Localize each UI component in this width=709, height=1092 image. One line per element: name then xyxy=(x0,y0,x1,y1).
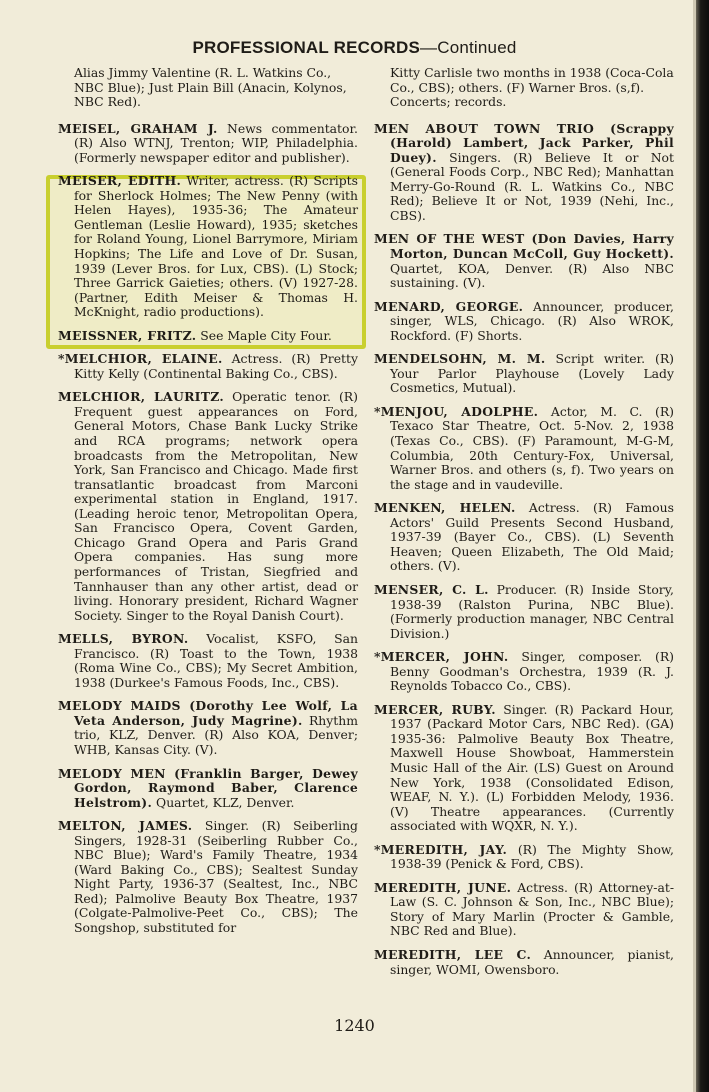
entry-name: MEISEL, GRAHAM J. xyxy=(58,120,218,136)
entry-description: Announcer, pianist, singer, WOMI, Owensboro. xyxy=(390,946,674,977)
entry-description: Writer, actress. (R) Scripts for Sherlock Holmes; The New Penny (with Helen Hayes), 1935-36; The Amateur Gentleman (Leslie Howard), 1935; sketches for Roland Young, Lionel Barrymore, Miriam Hopkins; The Life and Love of Dr. Susan, 1939 (Lever Bros. for Lux, CBS). (L) Stock; Three Garrick Gaieties; others. (V) 1927-28. (Partner, Edith Meiser & Thomas H. McKnight, radio productions). xyxy=(74,173,358,320)
directory-entry xyxy=(58,699,358,757)
directory-entry xyxy=(374,583,674,641)
entry-name: MERCER, RUBY. xyxy=(374,701,496,717)
entry-description: Singer. (R) Seiberling Singers, 1928-31 (Seiberling Rubber Co., NBC Blue); Ward's Family Theatre, 1934 (Ward Baking Co., CBS); Sealtest Sunday Night Party, 1936-37 (Sealtest, Inc., NBC Red); Palmolive Beauty Box Theatre, 1937 (Colgate-Palmolive-Peet Co., CBS); The Songshop, substituted for xyxy=(74,818,358,935)
directory-entry xyxy=(374,948,674,977)
entry-name: MELCHIOR, LAURITZ. xyxy=(58,389,225,405)
directory-entry xyxy=(374,352,674,396)
directory-entry xyxy=(58,352,358,381)
header-title: PROFESSIONAL RECORDS xyxy=(192,38,421,57)
entry-description: Singer, composer. (R) Benny Goodman's Orchestra, 1939 (R. J. Reynolds Tobacco Co., CBS). xyxy=(390,649,674,694)
left-column xyxy=(58,66,358,945)
entry-name: MELLS, BYRON. xyxy=(58,631,189,647)
entry-name: MENSER, C. L. xyxy=(374,581,489,597)
page-header xyxy=(0,38,709,58)
entry-name: MELODY MEN (Franklin Barger, Dewey Gordon, Raymond Baber, Clarence Helstrom). xyxy=(58,765,358,810)
entry-name: MENARD, GEORGE. xyxy=(374,298,524,314)
entry-name: MEREDITH, LEE C. xyxy=(374,946,532,962)
entry-description: Operatic tenor. (R) Frequent guest appearances on Ford, General Motors, Chase Bank Lucky Strike and RCA programs; network opera broadcasts from the Metropolitan, New York, San Francisco and Chicago. Made first transatlantic broadcast from Marconi experimental station in England, 1917. (Leading heroic tenor, Metropolitan Opera, San Francisco Opera, Covent Garden, Chicago Grand Opera and Paris Grand Opera companies. Has sung more performances of Tristan, Siegfried and Tannhauser than any other artist, dead or living. Honorary president, Richard Wagner Society. Singer to the Royal Danish Court). xyxy=(74,389,358,623)
entry-name: *MEREDITH, JAY. xyxy=(374,841,508,857)
directory-entry xyxy=(374,881,674,939)
directory-entry xyxy=(374,703,674,834)
entry-description: Actor, M. C. (R) Texaco Star Theatre, Oct. 5-Nov. 2, 1938 (Texas Co., CBS). (F) Paramount, M-G-M, Columbia, 20th Century-Fox, Universal, Warner Bros. and others (s, f). Two years on the stage and in vaudeville. xyxy=(390,403,674,492)
entry-name: *MERCER, JOHN. xyxy=(374,649,509,665)
entry-description: Rhythm trio, KLZ, Denver. (R) Also KOA, Denver; WHB, Kansas City. (V). xyxy=(74,712,358,757)
entry-name: MENKEN, HELEN. xyxy=(374,500,516,516)
directory-entry xyxy=(374,501,674,574)
directory-entry xyxy=(374,232,674,290)
directory-entry xyxy=(58,174,358,319)
entry-description: Actress. (R) Pretty Kitty Kelly (Continental Baking Co., CBS). xyxy=(74,351,358,381)
entry-name: MELODY MAIDS (Dorothy Lee Wolf, La Veta Anderson, Judy Magrine). xyxy=(58,698,358,728)
continued-entry-text: Kitty Carlisle two months in 1938 (Coca-Cola Co., CBS); others. (F) Warner Bros. (s,f). Concerts; records. xyxy=(390,65,674,110)
entry-description: Producer. (R) Inside Story, 1938-39 (Ralston Purina, NBC Blue). (Formerly production manager, NBC Central Division.) xyxy=(390,581,674,641)
directory-entry xyxy=(374,650,674,694)
directory-entry xyxy=(58,819,358,935)
directory-entry xyxy=(58,390,358,623)
entry-description: Singers. (R) Believe It or Not (General Foods Corp., NBC Red); Manhattan Merry-Go-Round (R. L. Watkins Co., NBC Red); Believe It or Not, 1939 (Nehi, Inc., CBS). xyxy=(390,149,674,223)
entry-name: MELTON, JAMES. xyxy=(58,818,193,834)
directory-entry xyxy=(58,632,358,690)
header-continued: —Continued xyxy=(420,38,517,57)
directory-entry xyxy=(58,122,358,166)
entry-description: Script writer. (R) Your Parlor Playhouse (Lovely Lady Cosmetics, Mutual). xyxy=(390,351,675,396)
directory-entry xyxy=(374,843,674,872)
entry-description: Announcer, producer, singer, WLS, Chicago. (R) Also WROK, Rockford. (F) Shorts. xyxy=(390,298,674,343)
continued-entry-text: Alias Jimmy Valentine (R. L. Watkins Co., NBC Blue); Just Plain Bill (Anacin, Kolynos, NBC Red). xyxy=(74,65,347,110)
right-entry-list xyxy=(374,122,674,977)
entry-name: MEISER, EDITH. xyxy=(58,173,182,189)
entry-name: MEN ABOUT TOWN TRIO (Scrappy (Harold) Lambert, Jack Parker, Phil Duey). xyxy=(374,120,674,165)
entry-name: MEREDITH, JUNE. xyxy=(374,879,512,895)
entry-description: Actress. (R) Famous Actors' Guild Presents Second Husband, 1937-39 (Bayer Co., CBS). (L) Seventh Heaven; Queen Elizabeth, The Old Maid; others. (V). xyxy=(390,500,674,574)
entry-description: Quartet, KLZ, Denver. xyxy=(156,794,295,810)
entry-name: MEN OF THE WEST (Don Davies, Harry Morton, Duncan McColl, Guy Hockett). xyxy=(374,231,674,262)
directory-entry xyxy=(374,405,674,492)
entry-description: Quartet, KOA, Denver. (R) Also NBC sustaining. (V). xyxy=(390,260,674,291)
entry-name: MEISSNER, FRITZ. xyxy=(58,327,197,343)
entry-description: See Maple City Four. xyxy=(200,327,332,343)
left-entry-list xyxy=(58,122,358,936)
entry-name: MENDELSOHN, M. M. xyxy=(374,351,546,367)
page-number: 1240 xyxy=(334,1016,375,1035)
directory-entry xyxy=(374,300,674,344)
right-column xyxy=(374,66,674,986)
entry-description: (R) The Mighty Show, 1938-39 (Penick & Ford, CBS). xyxy=(390,841,674,872)
directory-entry xyxy=(374,122,674,224)
entry-description: Vocalist, KSFO, San Francisco. (R) Toast to the Town, 1938 (Roma Wine Co., CBS); My Secret Ambition, 1938 (Durkee's Famous Foods, Inc., CBS). xyxy=(74,631,359,690)
entry-name: *MELCHIOR, ELAINE. xyxy=(58,351,223,367)
entry-description: Singer. (R) Packard Hour, 1937 (Packard Motor Cars, NBC Red). (GA) 1935-36: Palmolive Beauty Box Theatre, Maxwell House Showboat, Hammerstein Music Hall of the Air. (LS) Guest on Around New York, 1938 (Consolidated Edison, WEAF, N. Y.). (L) Forbidden Melody, 1936. (V) Theatre appearances. (Currently associated with WQXR, N. Y.). xyxy=(390,701,674,834)
directory-entry xyxy=(58,329,358,344)
directory-entry xyxy=(58,767,358,811)
book-spine-edge xyxy=(696,0,709,1092)
entry-description: Actress. (R) Attorney-at-Law (S. C. Johnson & Son, Inc., NBC Blue); Story of Mary Marlin (Procter & Gamble, NBC Red and Blue). xyxy=(390,879,675,939)
entry-description: News commentator. (R) Also WTNJ, Trenton; WIP, Philadelphia. (Formerly newspaper editor and publisher). xyxy=(74,120,358,165)
entry-name: *MENJOU, ADOLPHE. xyxy=(374,403,539,419)
